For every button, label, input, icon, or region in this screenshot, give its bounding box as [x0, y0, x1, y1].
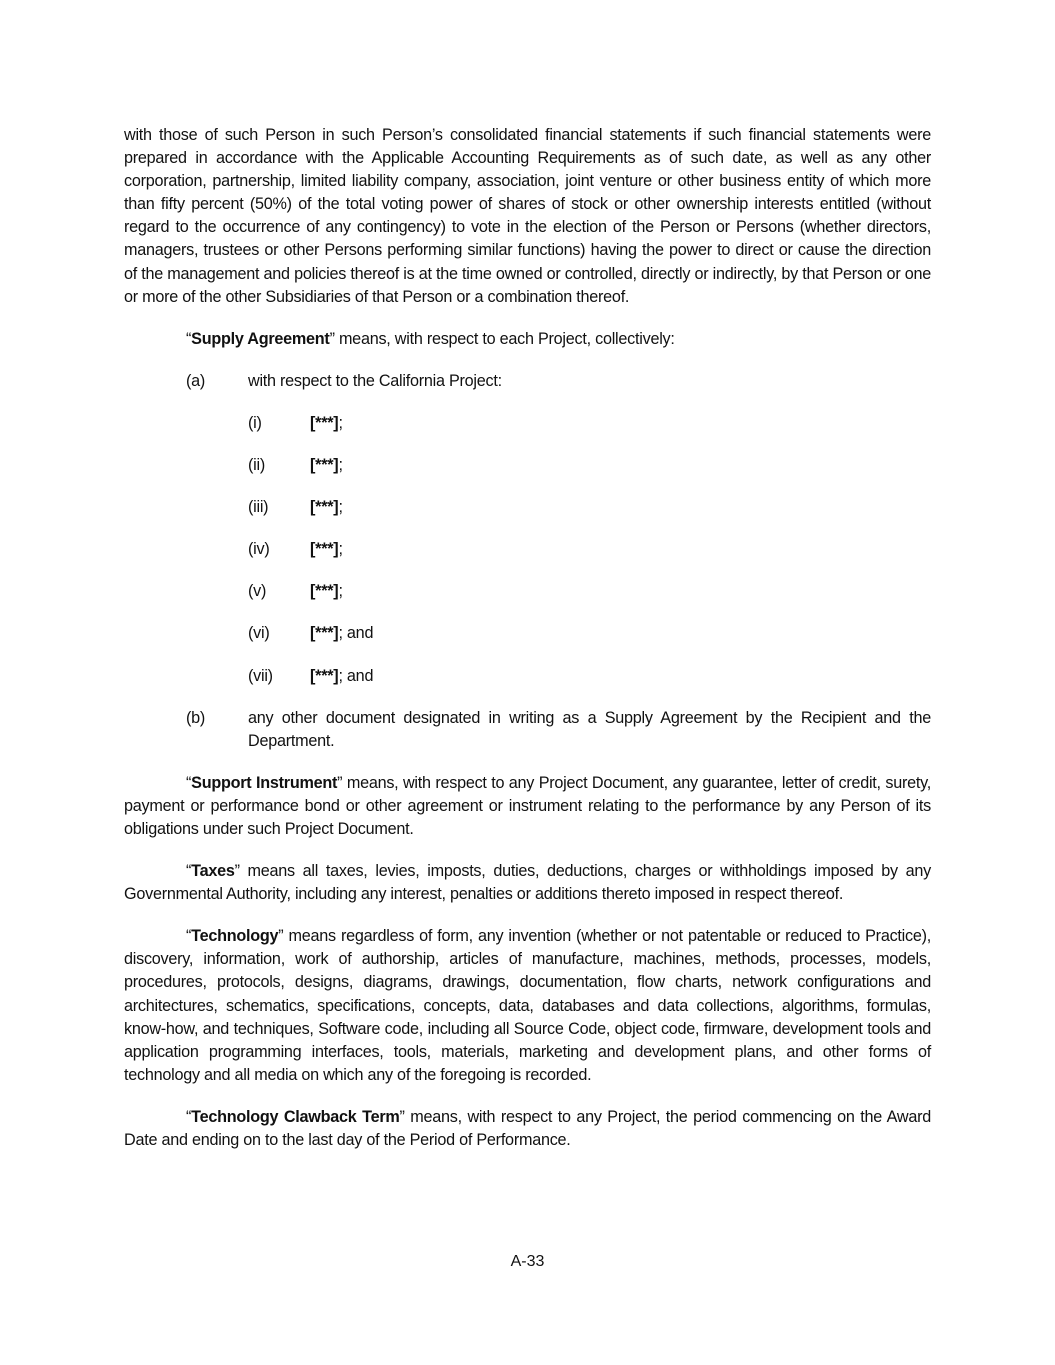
defined-term: Technology	[191, 927, 279, 946]
subitem-label: (vii)	[248, 666, 273, 685]
definition-text: ” means, with respect to any Project, the period commencing on the Award Date and ending on to the last day of the Period of Performance.	[124, 1107, 931, 1149]
clause-a	[124, 370, 931, 393]
subitem-suffix: ; and	[338, 666, 374, 685]
subitem-text	[310, 412, 343, 435]
redacted-text: [***]	[310, 498, 339, 517]
subitem	[124, 454, 931, 477]
subitem-label: (v)	[248, 582, 267, 601]
subitem-label: (vi)	[248, 624, 270, 643]
subitem-suffix: ;	[338, 540, 343, 559]
subitem	[124, 496, 931, 519]
continuation-paragraph: with those of such Person in such Person’s consolidated financial statements if such financial statements were prepared in accordance with the Applicable Accounting Requirements as of such date, as well as any other corporation, partnership, limited liability company, association, joint venture or other business entity of which more than fifty percent (50%) of the total voting power of shares of stock or other ownership interests entitled (without regard to the occurrence of any contingency) to vote in the election of the Person or Persons (whether directors, managers, trustees or other Persons performing similar functions) having the power to direct or cause the direction of the management and policies thereof is at the time owned or controlled, directly or indirectly, by that Person or one or more of the other Subsidiaries of that Person or a combination thereof.	[124, 126, 931, 306]
definition-taxes	[124, 860, 931, 906]
subitem-text	[310, 496, 343, 519]
subitem	[124, 412, 931, 435]
subitem	[124, 580, 931, 603]
defined-term: Technology Clawback Term	[191, 1107, 400, 1126]
definition-supply-agreement	[124, 328, 931, 351]
subitem-text	[310, 580, 343, 603]
subitem-suffix: ;	[338, 582, 343, 601]
subitem	[124, 622, 931, 645]
defined-term: Taxes	[191, 862, 235, 881]
definition-text: ” means, with respect to any Project Document, any guarantee, letter of credit, surety, payment or performance bond or other agreement or instrument relating to the performance by any Person of its obligations under such Project Document.	[124, 773, 931, 838]
page-number: A-33	[510, 1253, 545, 1270]
redacted-text: [***]	[310, 624, 339, 643]
clause-label: (b)	[186, 708, 206, 727]
redacted-text: [***]	[310, 456, 339, 475]
clause-text: with respect to the California Project:	[248, 371, 502, 390]
open-quote: “	[186, 927, 192, 946]
redacted-text: [***]	[310, 540, 339, 559]
definition-technology-clawback-term	[124, 1106, 931, 1152]
open-quote: “	[186, 862, 192, 881]
subitem-suffix: ; and	[338, 624, 374, 643]
definition-text: ” means, with respect to each Project, collectively:	[329, 329, 675, 348]
document-page	[124, 124, 931, 1152]
subitem-suffix: ;	[338, 456, 343, 475]
redacted-text: [***]	[310, 413, 339, 432]
redacted-text: [***]	[310, 666, 339, 685]
subitem	[124, 538, 931, 561]
subitem-text	[310, 454, 343, 477]
subitem-text	[310, 665, 373, 688]
subitem	[124, 665, 931, 688]
clause-text: any other document designated in writing as a Supply Agreement by the Recipient and the Department.	[248, 708, 931, 750]
subitem-label: (iii)	[248, 498, 269, 517]
defined-term: Supply Agreement	[191, 329, 330, 348]
definition-text: ” means all taxes, levies, imposts, duties, deductions, charges or withholdings imposed by any Governmental Authority, including any interest, penalties or additions thereto imposed in respect thereof.	[124, 862, 931, 904]
subitem-text	[310, 538, 343, 561]
open-quote: “	[186, 773, 192, 792]
open-quote: “	[186, 1107, 192, 1126]
subitem-suffix: ;	[338, 498, 343, 517]
clause-b	[124, 707, 931, 753]
open-quote: “	[186, 329, 192, 348]
subitem-text	[310, 622, 373, 645]
definition-support-instrument	[124, 772, 931, 841]
subitem-label: (i)	[248, 413, 262, 432]
clause-label: (a)	[186, 371, 206, 390]
subitem-label: (ii)	[248, 456, 265, 475]
subitem-label: (iv)	[248, 540, 270, 559]
definition-text: ” means regardless of form, any invention (whether or not patentable or reduced to Practice), discovery, information, work of authorship, articles of manufacture, machines, methods, processes, models, procedures, protocols, designs, diagrams, drawings, documentation, flow charts, network configurations and architectures, schematics, specifications, concepts, data, databases and data collections, algorithms, formulas, know-how, and techniques, Software code, including all Source Code, object code, firmware, development tools and application programming interfaces, tools, materials, marketing and development plans, and other forms of technology and all media on which any of the foregoing is recorded.	[124, 927, 931, 1084]
redacted-text: [***]	[310, 582, 339, 601]
defined-term: Support Instrument	[191, 773, 338, 792]
subitem-suffix: ;	[338, 413, 343, 432]
definition-technology	[124, 925, 931, 1087]
